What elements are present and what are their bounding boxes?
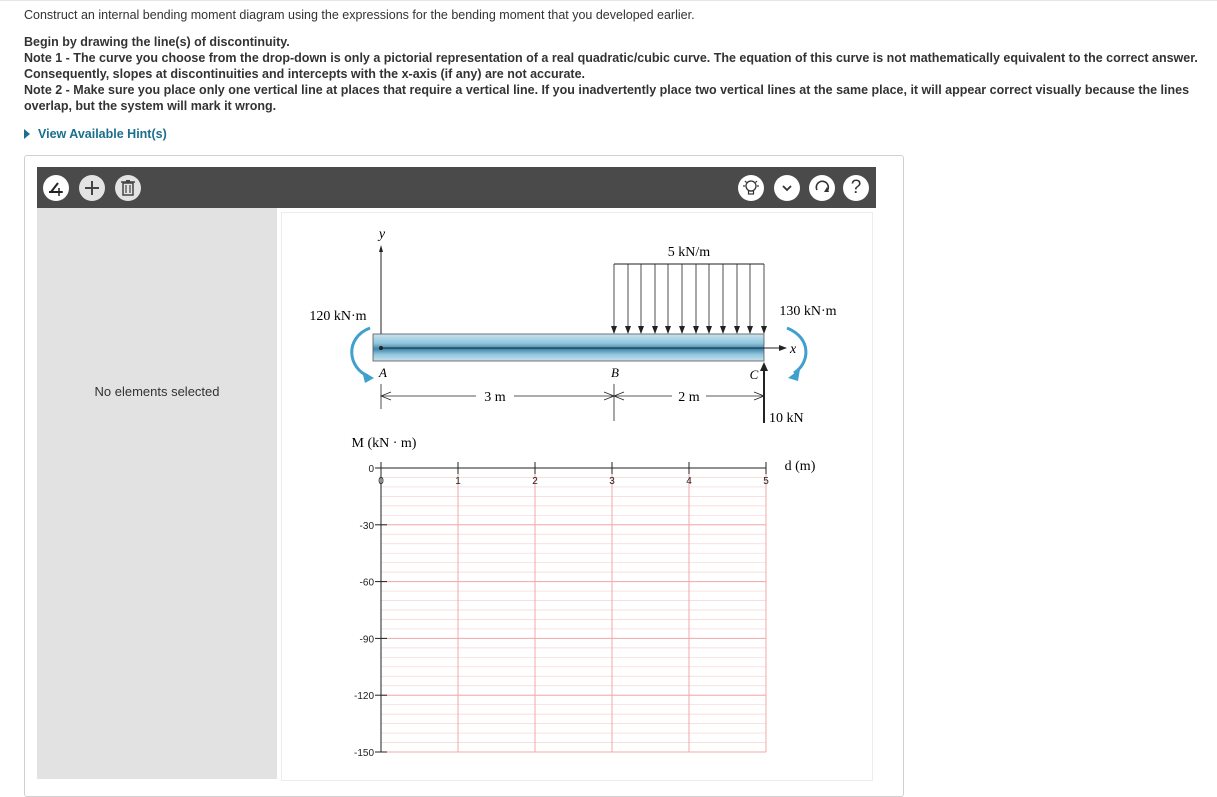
begin-instruction: Begin by drawing the line(s) of discontinuity. [24, 35, 290, 49]
left-moment-arc [352, 328, 370, 376]
x-tick-label: 4 [686, 476, 692, 487]
note-1: Note 1 - The curve you choose from the drop-down is only a pictorial representation of a real quadratic/cubic curve. The equation of this curve is not mathematically equivalent to the correct answer. Consequently, slopes at discontinuities and intercepts with the x-axis (if any) are not accurate. [24, 51, 1198, 81]
reset-icon [813, 179, 831, 197]
distributed-load-label: 5 kN/m [667, 245, 711, 260]
point-b-label: B [611, 365, 619, 380]
add-button[interactable] [79, 175, 105, 201]
help-button[interactable] [843, 175, 869, 201]
graph-toolbar [37, 167, 876, 208]
note-2: Note 2 - Make sure you place only one vertical line at places that require a vertical line. If you inadvertently place two vertical lines at the same place, it will appear correct visually because the lines overlap, but the system will mark it wrong. [24, 83, 1190, 113]
distributed-load [611, 264, 767, 334]
origin-dot [379, 346, 383, 350]
dim-bc-label: 2 m [678, 390, 700, 405]
view-hints-link[interactable] [24, 127, 167, 141]
top-divider [0, 0, 1217, 1]
y-axis-arrow [379, 245, 383, 252]
chevron-down-icon [780, 181, 794, 195]
y-axis-label: y [378, 227, 386, 242]
dim-ab-label: 3 m [484, 390, 506, 405]
plot-area[interactable] [354, 462, 769, 759]
hint-bulb-button[interactable] [738, 175, 764, 201]
reset-button[interactable] [809, 175, 835, 201]
diagram-svg [282, 213, 872, 780]
notes-block [24, 34, 1199, 114]
line-tool-icon [46, 178, 66, 198]
instruction-text: Construct an internal bending moment diagram using the expressions for the bending moment that you developed earlier. [24, 8, 695, 22]
y-tick-label: -150 [353, 748, 374, 759]
beam-figure [309, 227, 836, 426]
delete-icon [120, 179, 136, 197]
x-tick-label: 5 [763, 476, 769, 487]
x-tick-label: 2 [532, 476, 538, 487]
y-tick-label: -120 [353, 691, 374, 703]
right-moment-arrowhead [788, 369, 800, 381]
properties-panel [37, 208, 277, 779]
delete-button[interactable] [115, 175, 141, 201]
add-icon [83, 179, 101, 197]
x-tick-label: 0 [378, 476, 384, 487]
lightbulb-icon [741, 178, 761, 198]
y-tick-label: -90 [359, 634, 374, 646]
line-tool-button[interactable] [43, 175, 69, 201]
view-hints-label: View Available Hint(s) [38, 127, 167, 141]
reaction-label: 10 kN [769, 411, 804, 426]
moment-graph [352, 436, 816, 759]
y-tick-label: -30 [359, 520, 374, 532]
no-selection-message: No elements selected [94, 384, 220, 399]
y-tick-label: 0 [368, 464, 374, 475]
left-moment-label: 120 kN·m [309, 309, 367, 324]
dropdown-button[interactable] [774, 175, 800, 201]
point-c-label: C [749, 367, 759, 382]
right-moment-label: 130 kN·m [779, 304, 837, 319]
x-tick-label: 3 [609, 476, 615, 487]
reaction-arrowhead [760, 362, 768, 371]
graph-x-label: d (m) [784, 459, 816, 474]
point-a-label: A [379, 365, 387, 380]
graph-y-label: M (kN · m) [351, 436, 417, 451]
left-moment-arrowhead [362, 371, 374, 383]
graph-canvas[interactable] [281, 212, 873, 781]
expand-triangle-icon [24, 129, 30, 139]
x-axis-arrow [779, 345, 787, 351]
help-icon: ? [850, 177, 862, 198]
y-tick-label: -60 [359, 577, 374, 589]
x-axis-label: x [790, 342, 797, 357]
x-tick-label: 1 [455, 476, 461, 487]
